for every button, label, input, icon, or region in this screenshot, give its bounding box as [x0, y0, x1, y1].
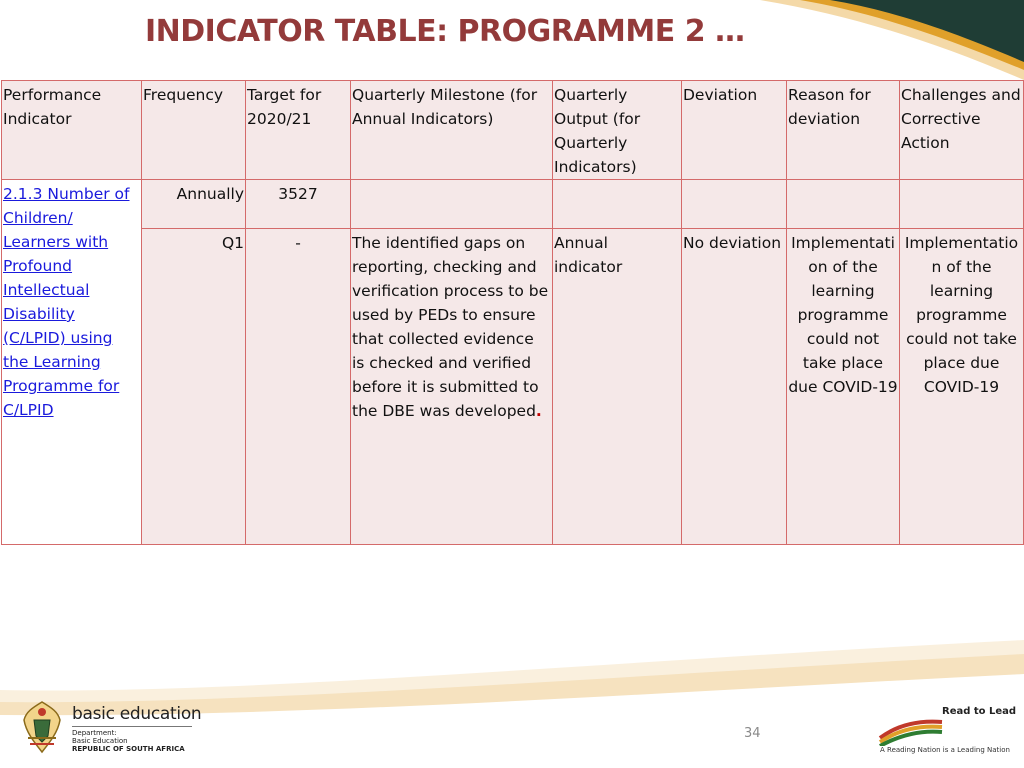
table-row: [2, 229, 1024, 545]
q1-reason-cell: Implementation of the learning programme could not take place due COVID-19: [787, 229, 900, 545]
read-to-lead-title: Read to Lead: [942, 706, 1017, 717]
indicator-table: [1, 80, 1024, 545]
read-to-lead-logo: [876, 700, 1017, 760]
header-challenges: Challenges and Corrective Action: [900, 81, 1024, 180]
annual-milestone-cell: [351, 180, 553, 229]
annual-deviation-cell: [682, 180, 787, 229]
annual-frequency-cell: Annually: [142, 180, 246, 229]
header-performance-indicator: Performance Indicator: [2, 81, 142, 180]
country-name: REPUBLIC OF SOUTH AFRICA: [72, 745, 185, 753]
annual-output-cell: [553, 180, 682, 229]
annual-challenges-cell: [900, 180, 1024, 229]
indicator-link[interactable]: 2.1.3 Number of Children/ Learners with Profound Intellectual Disability (C/LPID) using the Learning Programme for C/LPID: [3, 185, 130, 419]
open-book-icon: [876, 708, 946, 746]
q1-frequency-cell: Q1: [142, 229, 246, 545]
department-name: Basic Education: [72, 737, 128, 745]
q1-milestone-period: .: [535, 402, 542, 420]
indicator-cell: [2, 180, 142, 545]
header-deviation: Deviation: [682, 81, 787, 180]
annual-reason-cell: [787, 180, 900, 229]
basic-education-logo: [20, 698, 202, 756]
header-quarterly-output: Quarterly Output (for Quarterly Indicators): [553, 81, 682, 180]
page-number: 34: [744, 726, 761, 741]
q1-deviation-cell: No deviation: [682, 229, 787, 545]
department-label: Department:: [72, 729, 117, 737]
basic-education-name: basic education: [72, 704, 202, 724]
slide-title: INDICATOR TABLE: PROGRAMME 2 …: [145, 14, 745, 49]
read-to-lead-tagline: A Reading Nation is a Leading Nation: [880, 746, 1010, 754]
q1-target-cell: -: [246, 229, 351, 545]
header-reason-for-deviation: Reason for deviation: [787, 81, 900, 180]
header-quarterly-milestone: Quarterly Milestone (for Annual Indicators): [351, 81, 553, 180]
table-row: [2, 180, 1024, 229]
q1-challenges-cell: Implementation of the learning programme could not take place due COVID-19: [900, 229, 1024, 545]
q1-milestone-text: The identified gaps on reporting, checking and verification process to be used by PEDs to ensure that collected evidence is checked and verified before it is submitted to the DBE was developed: [352, 234, 549, 420]
annual-target-cell: 3527: [246, 180, 351, 229]
q1-output-cell: Annual indicator: [553, 229, 682, 545]
q1-milestone-cell: [351, 229, 553, 545]
table-header-row: [2, 81, 1024, 180]
header-target: Target for 2020/21: [246, 81, 351, 180]
header-frequency: Frequency: [142, 81, 246, 180]
coat-of-arms-icon: [20, 698, 64, 756]
